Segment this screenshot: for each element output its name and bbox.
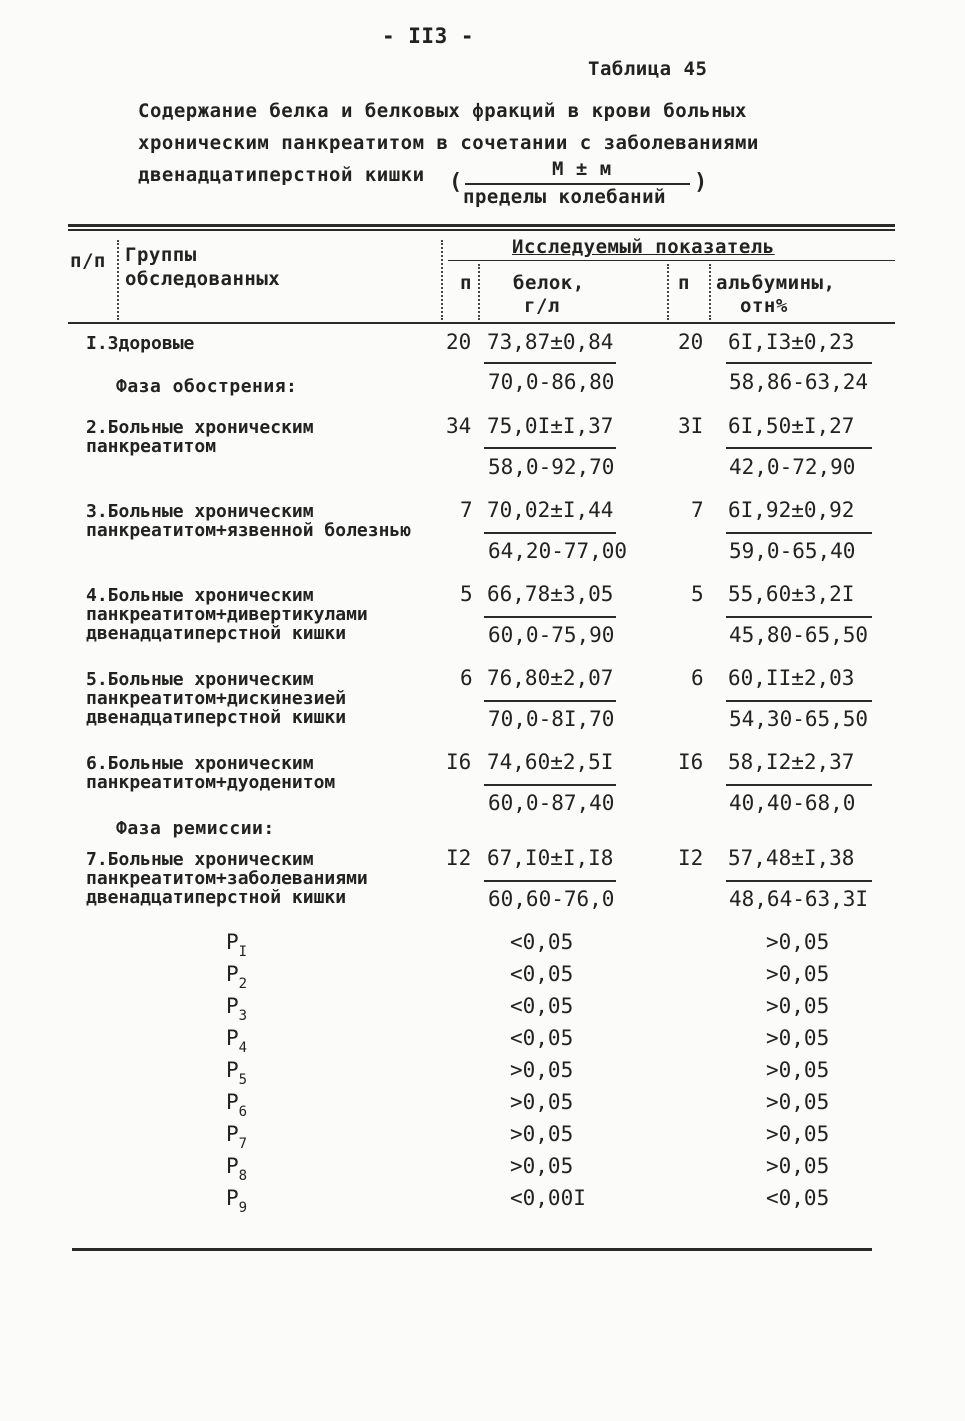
- albumin-fraction-line-4: [726, 616, 872, 618]
- p-label-9: $P_9$: [226, 1186, 248, 1216]
- protein-fraction-line-6: [484, 784, 616, 786]
- group-name-2: 2.Больные хроническим панкреатитом: [86, 417, 314, 457]
- p-label-1: $P_I$: [226, 930, 248, 960]
- protein-range-5: 70,0-8I,70: [488, 707, 615, 731]
- header-indicator: Исследуемый показатель: [512, 236, 775, 258]
- albumin-fraction-line-7: [726, 880, 872, 882]
- protein-range-7: 60,60-76,0: [488, 887, 615, 911]
- protein-fraction-line-3: [484, 532, 616, 534]
- protein-mean-2: 75,0I±I,37: [487, 414, 614, 438]
- protein-fraction-line-5: [484, 700, 616, 702]
- protein-fraction-line-4: [484, 616, 616, 618]
- albumin-fraction-line-2: [726, 447, 872, 449]
- formula-denominator: пределы колебаний: [463, 186, 666, 208]
- group-name-6: 6.Больные хроническим панкреатитом+дуоденитом: [86, 753, 336, 793]
- albumin-mean-1: 6I,I3±0,23: [728, 330, 855, 354]
- albumin-mean-5: 60,II±2,03: [728, 666, 855, 690]
- header-divider-1: [117, 240, 119, 320]
- n2-3: 7: [691, 498, 704, 522]
- p-protein-3: <0,05: [510, 994, 574, 1018]
- group-name-3: 3.Больные хроническим панкреатитом+язвенной болезнью: [86, 501, 412, 541]
- albumin-range-1: 58,86-63,24: [729, 370, 869, 394]
- group-name-4: 4.Больные хроническим панкреатитом+дивертикулами двенадцатиперстной кишки: [86, 585, 368, 644]
- formula-fraction-line: [465, 183, 690, 185]
- p-albumin-9: <0,05: [766, 1186, 830, 1210]
- albumin-mean-2: 6I,50±I,27: [728, 414, 855, 438]
- header-divider-3: [478, 264, 480, 320]
- table-top-rule-2: [68, 229, 895, 231]
- header-protein-2: г/л: [524, 295, 560, 317]
- albumin-fraction-line-1: [726, 362, 872, 364]
- header-indicator-rule: [448, 260, 895, 261]
- table-bottom-rule: [72, 1248, 872, 1251]
- p-albumin-7: >0,05: [766, 1122, 830, 1146]
- protein-mean-1: 73,87±0,84: [487, 330, 614, 354]
- protein-mean-7: 67,I0±I,I8: [487, 846, 614, 870]
- formula-close-paren: ): [694, 170, 708, 195]
- protein-mean-6: 74,60±2,5I: [487, 750, 614, 774]
- p-albumin-8: >0,05: [766, 1154, 830, 1178]
- albumin-range-3: 59,0-65,40: [729, 539, 856, 563]
- p-albumin-5: >0,05: [766, 1058, 830, 1082]
- protein-range-2: 58,0-92,70: [488, 455, 615, 479]
- group-name-7: 7.Больные хроническим панкреатитом+заболеваниями двенадцатиперстной кишки: [86, 849, 368, 908]
- albumin-range-6: 40,40-68,0: [729, 791, 856, 815]
- albumin-fraction-line-3: [726, 532, 872, 534]
- header-n1: п: [460, 272, 472, 294]
- table-label: Таблица 45: [588, 58, 708, 80]
- protein-range-4: 60,0-75,90: [488, 623, 615, 647]
- n1-7: I2: [446, 846, 472, 870]
- protein-mean-4: 66,78±3,05: [487, 582, 614, 606]
- p-protein-8: >0,05: [510, 1154, 574, 1178]
- protein-fraction-line-2: [484, 447, 616, 449]
- protein-mean-5: 76,80±2,07: [487, 666, 614, 690]
- p-protein-4: <0,05: [510, 1026, 574, 1050]
- p-label-2: $P_2$: [226, 962, 248, 992]
- header-divider-2: [441, 240, 443, 320]
- phase-exacerbation: Фаза обострения:: [116, 376, 298, 397]
- p-protein-9: <0,00I: [510, 1186, 586, 1210]
- n1-4: 5: [460, 582, 473, 606]
- n1-6: I6: [446, 750, 472, 774]
- header-group-1: Группы: [125, 244, 197, 266]
- p-albumin-3: >0,05: [766, 994, 830, 1018]
- protein-range-1: 70,0-86,80: [488, 370, 615, 394]
- header-divider-5: [709, 264, 711, 320]
- protein-range-6: 60,0-87,40: [488, 791, 615, 815]
- header-protein-1: белок,: [513, 272, 585, 294]
- header-bottom-rule: [68, 322, 895, 324]
- albumin-range-2: 42,0-72,90: [729, 455, 856, 479]
- p-label-6: $P_6$: [226, 1090, 248, 1120]
- albumin-range-7: 48,64-63,3I: [729, 887, 869, 911]
- p-label-3: $P_3$: [226, 994, 248, 1024]
- protein-range-3: 64,20-77,00: [488, 539, 628, 563]
- p-label-4: $P_4$: [226, 1026, 248, 1056]
- p-protein-6: >0,05: [510, 1090, 574, 1114]
- n1-2: 34: [446, 414, 472, 438]
- p-protein-2: <0,05: [510, 962, 574, 986]
- p-label-5: $P_5$: [226, 1058, 248, 1088]
- page-number: - II3 -: [382, 24, 475, 48]
- n2-1: 20: [678, 330, 704, 354]
- group-name-5: 5.Больные хроническим панкреатитом+дискинезией двенадцатиперстной кишки: [86, 669, 347, 728]
- header-group-2: обследованных: [125, 268, 281, 290]
- p-label-8: $P_8$: [226, 1154, 248, 1184]
- p-albumin-2: >0,05: [766, 962, 830, 986]
- n1-3: 7: [460, 498, 473, 522]
- n2-5: 6: [691, 666, 704, 690]
- albumin-mean-4: 55,60±3,2I: [728, 582, 855, 606]
- p-protein-7: >0,05: [510, 1122, 574, 1146]
- caption-line-3: двенадцатиперстной кишки: [138, 164, 425, 186]
- p-protein-5: >0,05: [510, 1058, 574, 1082]
- table-top-rule: [68, 224, 895, 227]
- formula-numerator: М ± м: [552, 158, 612, 180]
- albumin-mean-7: 57,48±I,38: [728, 846, 855, 870]
- n2-4: 5: [691, 582, 704, 606]
- n2-7: I2: [678, 846, 704, 870]
- albumin-range-4: 45,80-65,50: [729, 623, 869, 647]
- n2-2: 3I: [678, 414, 704, 438]
- p-protein-1: <0,05: [510, 930, 574, 954]
- n1-1: 20: [446, 330, 472, 354]
- albumin-fraction-line-6: [726, 784, 872, 786]
- p-albumin-6: >0,05: [766, 1090, 830, 1114]
- header-num: п/п: [70, 250, 106, 272]
- header-albumin-2: отн%: [740, 295, 788, 317]
- albumin-fraction-line-5: [726, 700, 872, 702]
- p-albumin-1: >0,05: [766, 930, 830, 954]
- albumin-mean-6: 58,I2±2,37: [728, 750, 855, 774]
- header-divider-4: [667, 264, 669, 320]
- phase-remission: Фаза ремиссии:: [116, 818, 275, 839]
- albumin-mean-3: 6I,92±0,92: [728, 498, 855, 522]
- n2-6: I6: [678, 750, 704, 774]
- n1-5: 6: [460, 666, 473, 690]
- caption-line-1: Содержание белка и белковых фракций в крови больных: [138, 100, 747, 122]
- caption-line-2: хроническим панкреатитом в сочетании с заболеваниями: [138, 132, 759, 154]
- group-name-1: I.Здоровые: [86, 333, 195, 354]
- header-n2: п: [678, 272, 690, 294]
- protein-fraction-line-1: [484, 362, 616, 364]
- formula-open-paren: (: [449, 170, 463, 195]
- p-label-7: $P_7$: [226, 1122, 248, 1152]
- p-albumin-4: >0,05: [766, 1026, 830, 1050]
- protein-mean-3: 70,02±I,44: [487, 498, 614, 522]
- header-albumin-1: альбумины,: [716, 272, 836, 294]
- protein-fraction-line-7: [484, 880, 616, 882]
- albumin-range-5: 54,30-65,50: [729, 707, 869, 731]
